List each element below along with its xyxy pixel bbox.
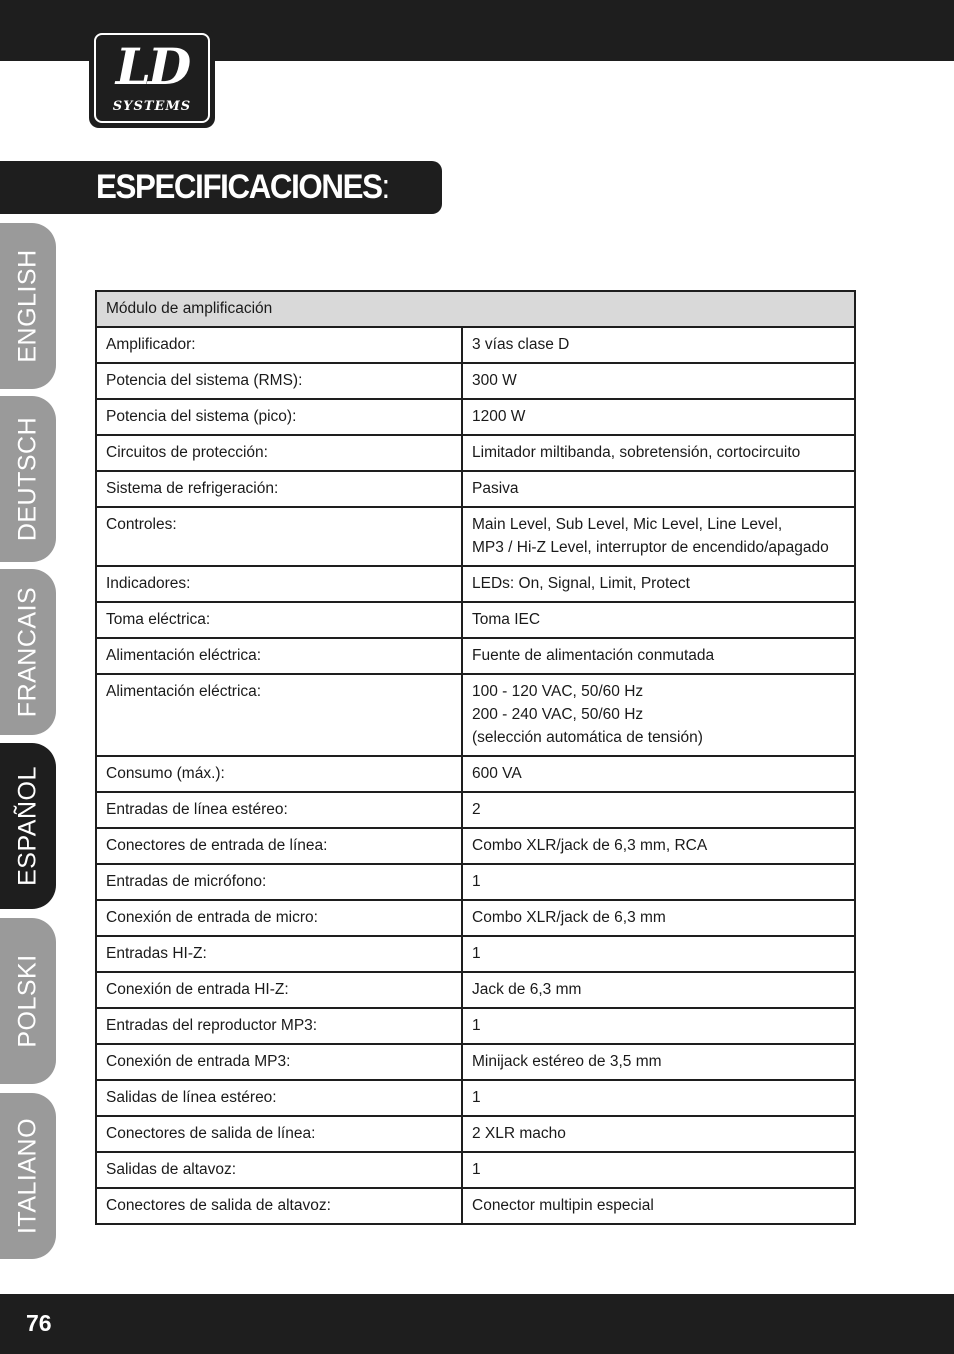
spec-label: Toma eléctrica:: [96, 602, 462, 638]
spec-row: [96, 1008, 855, 1044]
spec-value: 1: [462, 864, 855, 900]
spec-value: 600 VA: [462, 756, 855, 792]
spec-value: 1: [462, 1008, 855, 1044]
spec-value: 100 - 120 VAC, 50/60 Hz 200 - 240 VAC, 50/60 Hz (selección automática de tensión): [462, 674, 855, 756]
spec-label: Indicadores:: [96, 566, 462, 602]
spec-row: [96, 1044, 855, 1080]
spec-value: Main Level, Sub Level, Mic Level, Line Level, MP3 / Hi-Z Level, interruptor de encendido/apagado: [462, 507, 855, 566]
spec-row: [96, 1152, 855, 1188]
spec-label: Conexión de entrada MP3:: [96, 1044, 462, 1080]
spec-table-body: [96, 291, 855, 1224]
spec-value: Limitador miltibanda, sobretensión, cortocircuito: [462, 435, 855, 471]
spec-label: Alimentación eléctrica:: [96, 638, 462, 674]
spec-value: 300 W: [462, 363, 855, 399]
spec-row: [96, 566, 855, 602]
spec-value: 3 vías clase D: [462, 327, 855, 363]
spec-label: Conectores de entrada de línea:: [96, 828, 462, 864]
spec-row: [96, 864, 855, 900]
footer-bar: [0, 1294, 954, 1354]
page-number: 76: [26, 1310, 52, 1336]
spec-value: Pasiva: [462, 471, 855, 507]
spec-row: [96, 972, 855, 1008]
page-title-colon: :: [381, 168, 389, 206]
spec-label: Salidas de altavoz:: [96, 1152, 462, 1188]
spec-row: [96, 399, 855, 435]
spec-label: Sistema de refrigeración:: [96, 471, 462, 507]
spec-value: Toma IEC: [462, 602, 855, 638]
spec-label: Entradas de micrófono:: [96, 864, 462, 900]
language-tab-5[interactable]: [0, 1093, 56, 1259]
spec-row: [96, 1188, 855, 1224]
section-heading-bar: [0, 161, 442, 214]
spec-value: 1200 W: [462, 399, 855, 435]
spec-label: Potencia del sistema (pico):: [96, 399, 462, 435]
spec-row: [96, 602, 855, 638]
spec-value: 2 XLR macho: [462, 1116, 855, 1152]
spec-label: Entradas HI-Z:: [96, 936, 462, 972]
spec-value: Jack de 6,3 mm: [462, 972, 855, 1008]
language-tab-label: FRANCAIS: [13, 586, 42, 718]
spec-row: [96, 1116, 855, 1152]
spec-row: [96, 435, 855, 471]
spec-value: 2: [462, 792, 855, 828]
spec-label: Entradas de línea estéreo:: [96, 792, 462, 828]
spec-row: [96, 756, 855, 792]
spec-label: Consumo (máx.):: [96, 756, 462, 792]
language-tab-label: DEUTSCH: [13, 416, 42, 542]
ld-systems-logo: [89, 28, 215, 128]
spec-row: [96, 900, 855, 936]
spec-label: Circuitos de protección:: [96, 435, 462, 471]
spec-value: 1: [462, 936, 855, 972]
language-tab-label: ENGLISH: [13, 249, 42, 363]
spec-section-title: Módulo de amplificación: [96, 291, 855, 327]
language-tab-0[interactable]: [0, 223, 56, 389]
spec-row: [96, 792, 855, 828]
spec-value: Fuente de alimentación conmutada: [462, 638, 855, 674]
language-tab-label: POLSKI: [13, 954, 42, 1048]
spec-label: Conexión de entrada HI-Z:: [96, 972, 462, 1008]
spec-value: Minijack estéreo de 3,5 mm: [462, 1044, 855, 1080]
language-tab-2[interactable]: [0, 569, 56, 735]
spec-row: [96, 507, 855, 566]
spec-value: 1: [462, 1080, 855, 1116]
spec-label: Conectores de salida de línea:: [96, 1116, 462, 1152]
spec-label: Potencia del sistema (RMS):: [96, 363, 462, 399]
page-title-text: ESPECIFICACIONES: [96, 168, 382, 206]
language-tab-4[interactable]: [0, 918, 56, 1084]
logo-frame: [94, 33, 210, 123]
spec-value: Combo XLR/jack de 6,3 mm, RCA: [462, 828, 855, 864]
spec-label: Conexión de entrada de micro:: [96, 900, 462, 936]
spec-row: [96, 828, 855, 864]
spec-row: [96, 471, 855, 507]
spec-value: 1: [462, 1152, 855, 1188]
spec-row: [96, 363, 855, 399]
spec-row: [96, 1080, 855, 1116]
spec-label: Entradas del reproductor MP3:: [96, 1008, 462, 1044]
spec-row: [96, 638, 855, 674]
spec-label: Amplificador:: [96, 327, 462, 363]
spec-value: LEDs: On, Signal, Limit, Protect: [462, 566, 855, 602]
language-tab-label: ITALIANO: [13, 1117, 42, 1235]
spec-label: Conectores de salida de altavoz:: [96, 1188, 462, 1224]
language-tab-label: ESPAÑOL: [13, 766, 42, 886]
spec-section-header-row: [96, 291, 855, 327]
spec-value: Conector multipin especial: [462, 1188, 855, 1224]
spec-table: [95, 290, 856, 1225]
spec-row: [96, 936, 855, 972]
spec-row: [96, 327, 855, 363]
logo-subtitle: SYSTEMS: [112, 99, 192, 114]
logo-mark: LD: [115, 37, 189, 96]
language-tab-3[interactable]: [0, 743, 56, 909]
spec-label: Salidas de línea estéreo:: [96, 1080, 462, 1116]
spec-label: Controles:: [96, 507, 462, 566]
spec-row: [96, 674, 855, 756]
page-title: [96, 167, 389, 207]
language-tab-1[interactable]: [0, 396, 56, 562]
spec-label: Alimentación eléctrica:: [96, 674, 462, 756]
spec-value: Combo XLR/jack de 6,3 mm: [462, 900, 855, 936]
